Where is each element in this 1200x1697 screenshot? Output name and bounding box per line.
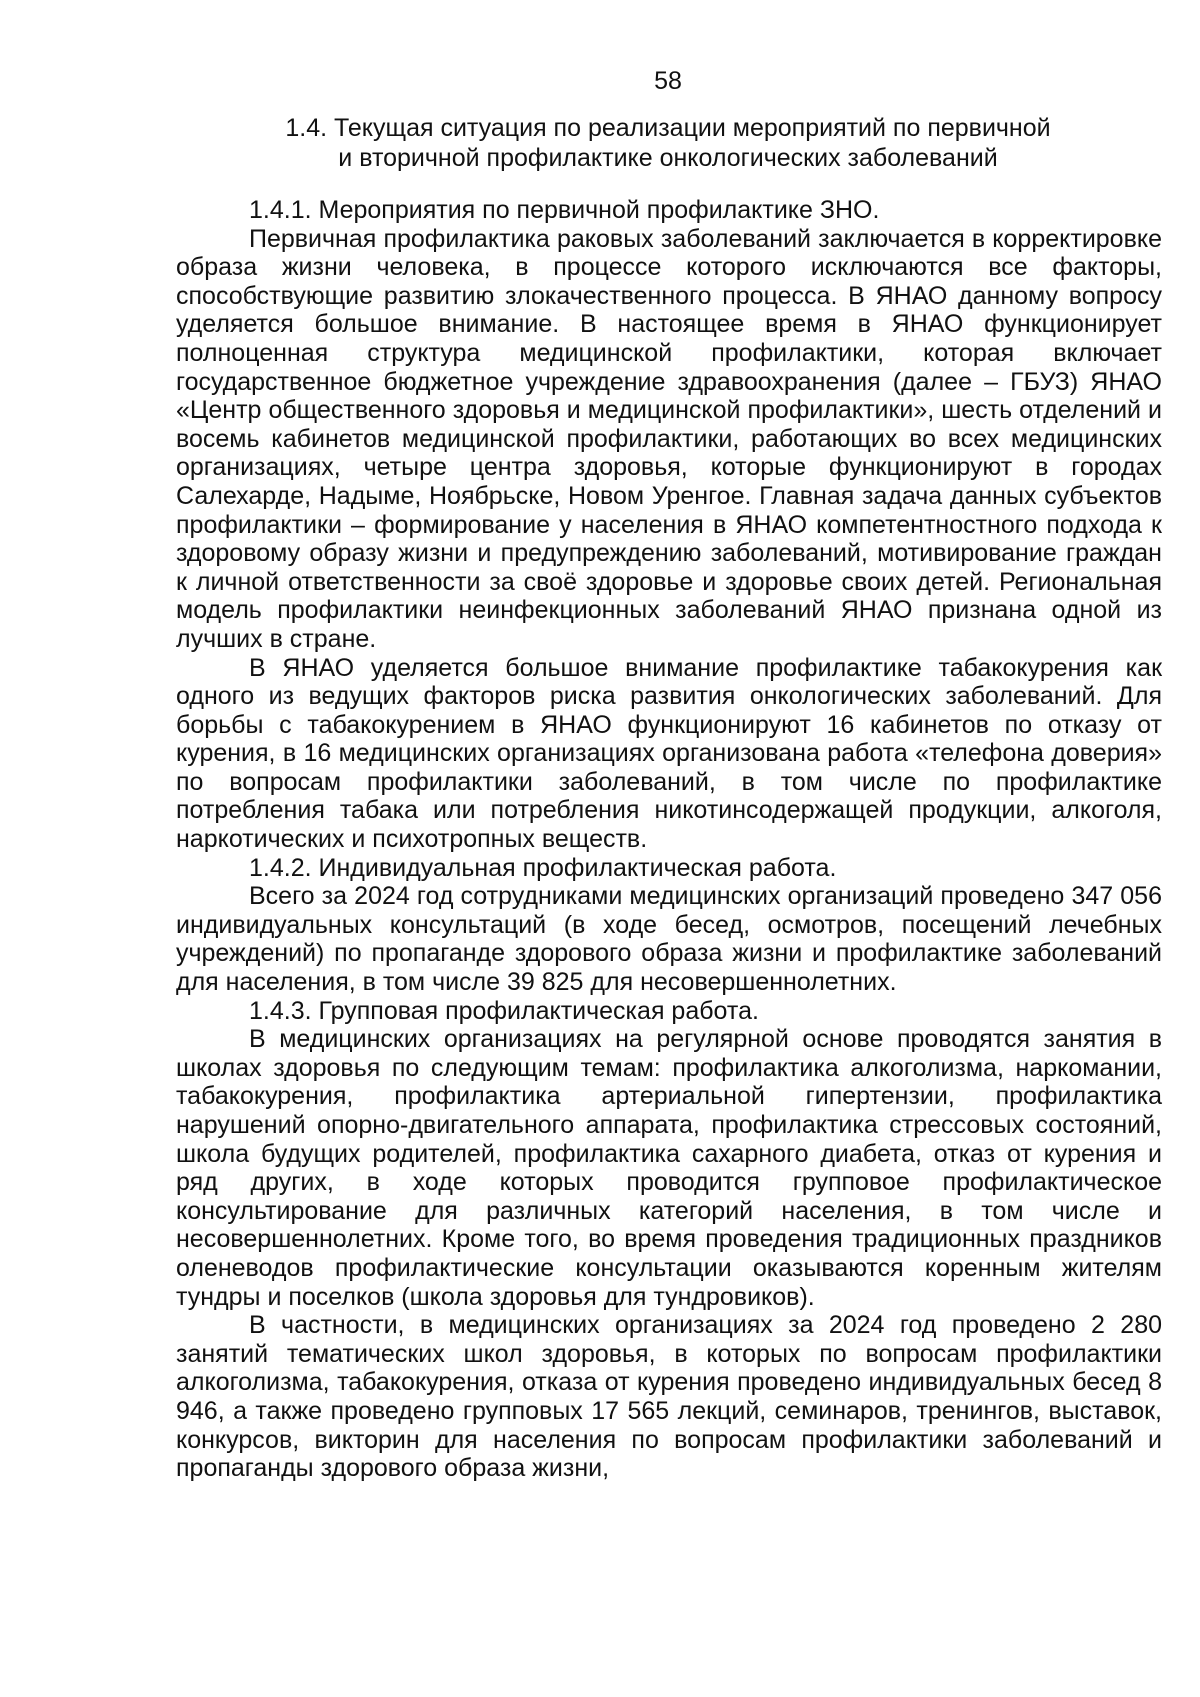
paragraph-individual-work: Всего за 2024 год сотрудниками медицинских организаций проведено 347 056 индивидуальных консультаций (в ходе бесед, осмотров, посещений лечебных учреждений) по пропаганде здорового образа жизни и профилактике заболеваний для населения, в том числе 39 825 для несовершеннолетних.: [176, 882, 1162, 997]
paragraph-health-schools: В частности, в медицинских организациях за 2024 год проведено 2 280 занятий тематических школ здоровья, в которых по вопросам профилактики алкоголизма, табакокурения, отказа от курения проведено индивидуальных бесед 8 946, а также проведено групповых 17 565 лекций, семинаров, тренингов, выставок, конкурсов, викторин для населения по вопросам профилактики заболеваний и пропаганды здорового образа жизни,: [176, 1311, 1162, 1483]
subsection-heading-individual-work: 1.4.2. Индивидуальная профилактическая работа.: [249, 853, 837, 882]
section-title: [175, 113, 1161, 173]
subsection-heading-primary-prevention: 1.4.1. Мероприятия по первичной профилактике ЗНО.: [249, 196, 880, 224]
subsection-heading-group-work: 1.4.3. Групповая профилактическая работа.: [249, 996, 759, 1025]
paragraph-group-work: В медицинских организациях на регулярной основе проводятся занятия в школах здоровья по следующим темам: профилактика алкоголизма, наркомании, табакокурения, профилактика артериальной гипертензии, профилактика нарушений опорно-двигательного аппарата, профилактика стрессовых состояний, школа будущих родителей, профилактика сахарного диабета, отказ от курения и ряд других, в ходе которых проводится групповое профилактическое консультирование для различных категорий населения, в том числе и несовершеннолетних. Кроме того, во время проведения традиционных праздников оленеводов профилактические консультации оказываются коренным жителям тундры и поселков (школа здоровья для тундровиков).: [176, 1025, 1162, 1311]
section-title-line-2: и вторичной профилактике онкологических заболеваний: [338, 144, 998, 172]
paragraph-tobacco-prevention: В ЯНАО уделяется большое внимание профилактике табакокурения как одного из ведущих факторов риска развития онкологических заболеваний. Для борьбы с табакокурением в ЯНАО функционируют 16 кабинетов по отказу от курения, в 16 медицинских организациях организована работа «телефона доверия» по вопросам профилактики заболеваний, в том числе по профилактике потребления табака или потребления никотинсодержащей продукции, алкоголя, наркотических и психотропных веществ.: [176, 653, 1162, 854]
paragraph-primary-prevention: Первичная профилактика раковых заболеваний заключается в корректировке образа жизни человека, в процессе которого исключаются все факторы, способствующие развитию злокачественного процесса. В ЯНАО данному вопросу уделяется большое внимание. В настоящее время в ЯНАО функционирует полноценная структура медицинской профилактики, которая включает государственное бюджетное учреждение здравоохранения (далее – ГБУЗ) ЯНАО «Центр общественного здоровья и медицинской профилактики», шесть отделений и восемь кабинетов медицинской профилактики, работающих во всех медицинских организациях, четыре центра здоровья, которые функционируют в городах Салехарде, Надыме, Ноябрьске, Новом Уренгое. Главная задача данных субъектов профилактики – формирование у населения в ЯНАО компетентностного подхода к здоровому образу жизни и предупреждению заболеваний, мотивирование граждан к личной ответственности за своё здоровье и здоровье своих детей. Региональная модель профилактики неинфекционных заболеваний ЯНАО признана одной из лучших в стране.: [176, 224, 1162, 653]
section-title-line-1: 1.4. Текущая ситуация по реализации мероприятий по первичной: [285, 114, 1051, 142]
document-body: [176, 196, 1162, 1483]
page-number: 58: [654, 67, 682, 95]
